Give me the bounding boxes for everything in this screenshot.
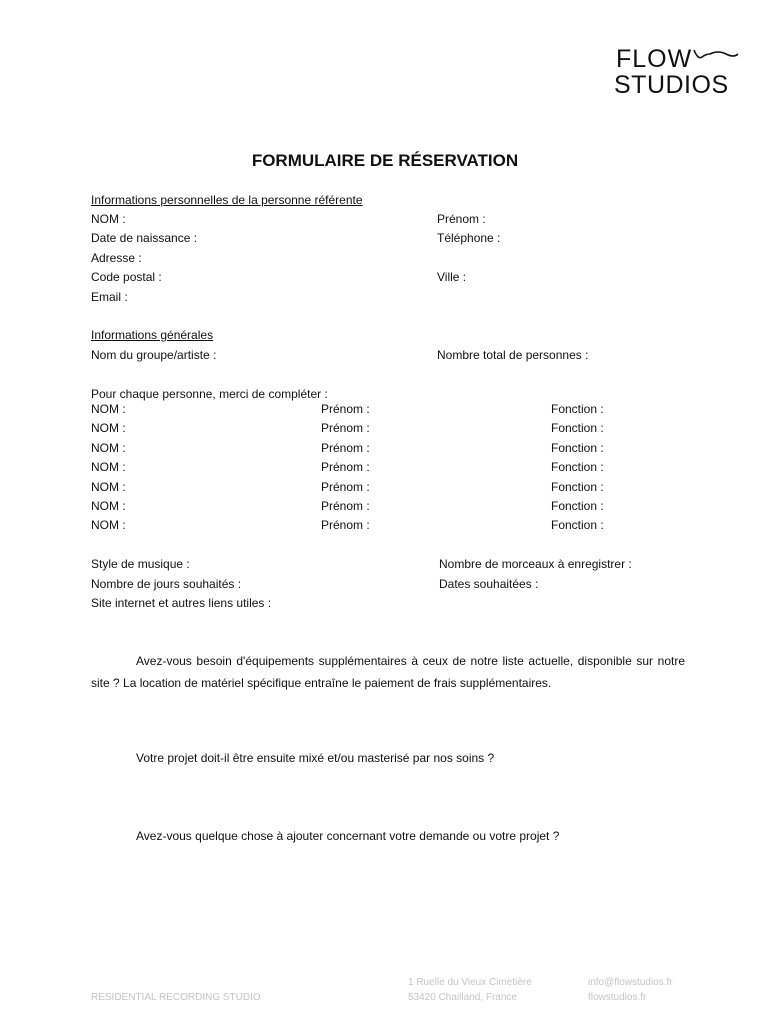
- member-row-nom: NOM :: [91, 441, 126, 455]
- member-row-fonction: Fonction :: [551, 499, 604, 513]
- page-title: FORMULAIRE DE RÉSERVATION: [251, 151, 519, 170]
- member-row-nom: NOM :: [91, 460, 126, 474]
- label-adresse: Adresse :: [91, 251, 142, 265]
- label-nombre-jours: Nombre de jours souhaités :: [91, 577, 242, 591]
- label-date-naissance: Date de naissance :: [91, 231, 198, 245]
- member-row-fonction: Fonction :: [551, 480, 604, 494]
- member-row-prenom: Prénom :: [321, 441, 370, 455]
- member-row-prenom: Prénom :: [321, 421, 370, 435]
- member-row-prenom: Prénom :: [321, 518, 370, 532]
- member-row-prenom: Prénom :: [321, 499, 370, 513]
- logo-line-2: STUDIOS: [614, 71, 729, 99]
- footer-website[interactable]: flowstudios.fr: [588, 992, 647, 1003]
- member-row-nom: NOM :: [91, 421, 126, 435]
- label-code-postal: Code postal :: [91, 270, 162, 284]
- member-row-fonction: Fonction :: [551, 441, 604, 455]
- question-equipment: Avez-vous besoin d'équipements supplémentaires à ceux de notre liste actuelle, disponible sur notre site ? La location de matériel spécifique entraîne le paiement de frais supplémentaires.: [91, 654, 685, 690]
- personal-info-heading: Informations personnelles de la personne référente: [91, 193, 363, 207]
- label-nombre-morceaux: Nombre de morceaux à enregistrer :: [439, 557, 632, 571]
- label-groupe-artiste: Nom du groupe/artiste :: [91, 348, 217, 362]
- members-intro: Pour chaque personne, merci de compléter :: [91, 387, 328, 401]
- footer-address-line-1: 1 Ruelle du Vieux Cimetière: [408, 977, 532, 988]
- member-row-nom: NOM :: [91, 518, 126, 532]
- label-prenom: Prénom :: [437, 212, 486, 226]
- label-nom: NOM :: [91, 212, 126, 226]
- footer-tagline: RESIDENTIAL RECORDING STUDIO: [91, 992, 261, 1003]
- member-row-fonction: Fonction :: [551, 402, 604, 416]
- footer-email[interactable]: info@flowstudios.fr: [588, 977, 673, 988]
- member-row-prenom: Prénom :: [321, 480, 370, 494]
- member-row-nom: NOM :: [91, 480, 126, 494]
- label-style-musique: Style de musique :: [91, 557, 190, 571]
- label-dates-souhaitees: Dates souhaitées :: [439, 577, 539, 591]
- member-row-nom: NOM :: [91, 499, 126, 513]
- member-row-prenom: Prénom :: [321, 402, 370, 416]
- member-row-nom: NOM :: [91, 402, 126, 416]
- general-info-heading: Informations générales: [91, 328, 214, 342]
- label-telephone: Téléphone :: [437, 231, 501, 245]
- logo-line-1: FLOW: [616, 45, 693, 73]
- question-mix: Votre projet doit-il être ensuite mixé et/ou masterisé par nos soins ?: [136, 751, 495, 765]
- member-row-prenom: Prénom :: [321, 460, 370, 474]
- flow-studios-logo: [614, 46, 744, 102]
- label-nombre-personnes: Nombre total de personnes :: [437, 348, 589, 362]
- label-email: Email :: [91, 290, 128, 304]
- label-site-internet: Site internet et autres liens utiles :: [91, 596, 272, 610]
- footer-address-line-2: 53420 Chailland, France: [408, 992, 517, 1003]
- member-row-fonction: Fonction :: [551, 518, 604, 532]
- member-row-fonction: Fonction :: [551, 421, 604, 435]
- question-other: Avez-vous quelque chose à ajouter concernant votre demande ou votre projet ?: [136, 829, 560, 843]
- logo-wave-icon: [692, 48, 740, 62]
- member-row-fonction: Fonction :: [551, 460, 604, 474]
- label-ville: Ville :: [437, 270, 467, 284]
